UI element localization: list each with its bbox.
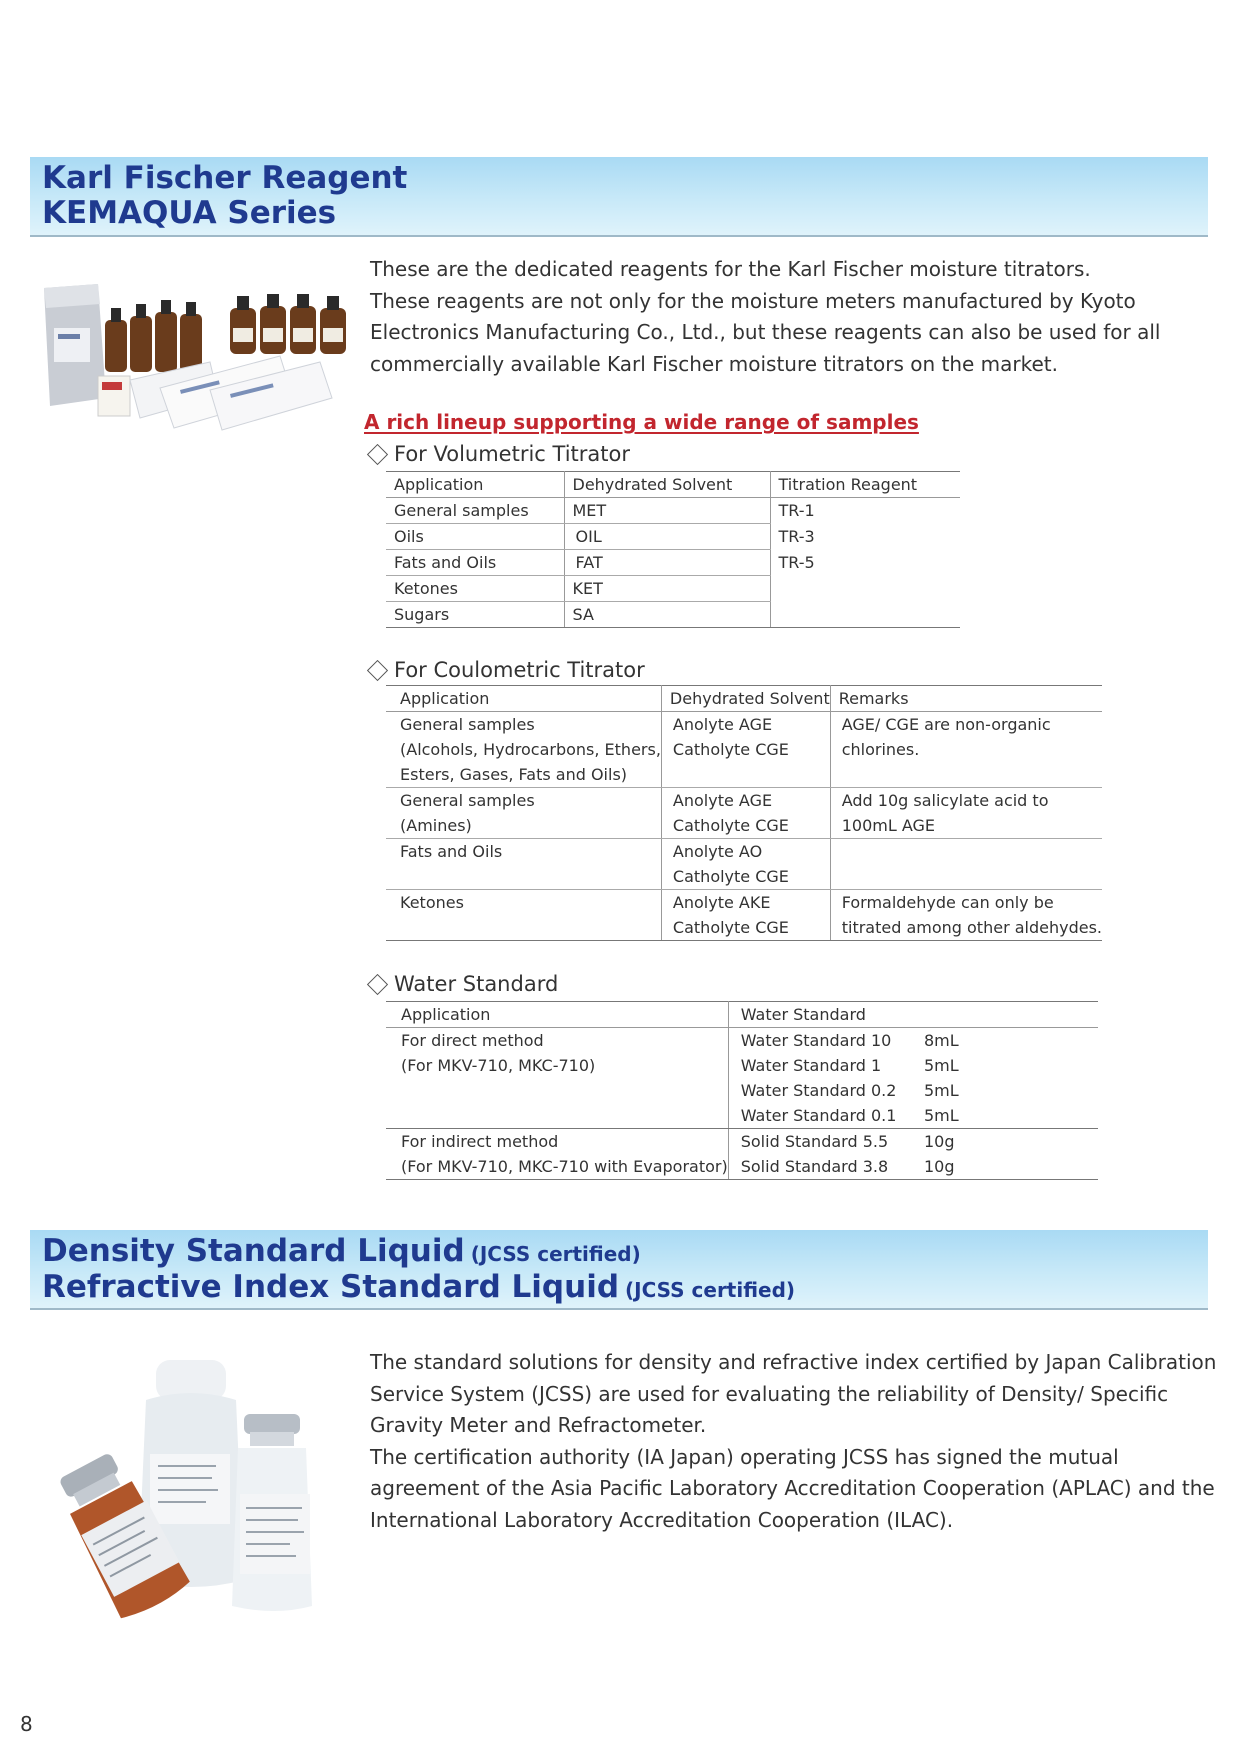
standard-liquid-description-line: The certification authority (IA Japan) operating JCSS has signed the mutual — [370, 1444, 1119, 1469]
reagent-product-photo — [40, 278, 350, 443]
column-header: Water Standard — [728, 1002, 1098, 1028]
standard-liquid-description-line: International Laboratory Accreditation Cooperation (ILAC). — [370, 1507, 954, 1532]
jcss-tag: (JCSS certified) — [470, 1242, 641, 1266]
table-cell: TR-5 — [778, 552, 815, 572]
table-cell: 5mL — [916, 1103, 1098, 1129]
cell-line: (Alcohols, Hydrocarbons, Ethers, — [400, 740, 661, 759]
cell-line: Catholyte CGE — [672, 740, 789, 759]
diamond-bullet-icon — [367, 443, 388, 464]
section-title-line2 — [42, 1269, 795, 1308]
section-banner-kf — [30, 157, 1208, 237]
table-cell: TR-3 — [778, 526, 815, 546]
table-cell: 5mL — [923, 1056, 959, 1075]
cell-line: AGE/ CGE are non-organic — [841, 715, 1051, 734]
water-standard-heading — [364, 970, 558, 998]
table-cell — [661, 839, 830, 890]
table-cell: Water Standard 0.2 — [740, 1081, 897, 1100]
table-cell — [386, 839, 661, 890]
cell-line: Catholyte CGE — [672, 918, 789, 937]
cell-line: 100mL AGE — [841, 816, 936, 835]
table-cell — [830, 839, 1102, 890]
table-row — [386, 788, 1102, 839]
standard-liquid-product-photo — [46, 1344, 336, 1624]
cell-line: Anolyte AGE — [672, 715, 773, 734]
table-cell: Water Standard 0.1 — [728, 1103, 916, 1129]
cell-line: Catholyte CGE — [672, 867, 789, 886]
jcss-tag: (JCSS certified) — [625, 1278, 796, 1302]
table-cell: 10g — [916, 1154, 1098, 1180]
table-cell — [661, 890, 830, 941]
table-cell: 10g — [923, 1132, 955, 1151]
table-cell: Water Standard 1 — [740, 1056, 882, 1075]
cell-line: General samples — [400, 715, 535, 734]
column-header: Dehydrated Solvent — [661, 686, 830, 712]
diamond-bullet-icon — [367, 973, 388, 994]
table-row — [386, 498, 960, 524]
standard-liquid-description — [370, 1347, 1216, 1536]
table-cell: TR-1 — [778, 501, 815, 520]
coulometric-heading-text: For Coulometric Titrator — [394, 658, 645, 682]
kf-description-line: These are the dedicated reagents for the Karl Fischer moisture titrators. — [370, 257, 1091, 281]
water-standard-heading-text: Water Standard — [394, 972, 559, 996]
table-cell — [386, 712, 661, 788]
table-cell: MET — [564, 498, 770, 524]
column-header: Dehydrated Solvent — [564, 472, 770, 498]
table-cell: Sugars — [386, 602, 564, 628]
section-title-line1: Karl Fischer Reagent — [42, 160, 408, 196]
cell-line: Anolyte AGE — [672, 791, 773, 810]
volumetric-heading — [364, 440, 630, 468]
cell-line: Anolyte AO — [672, 842, 763, 861]
kf-description-line: commercially available Karl Fischer moisture titrators on the market. — [370, 351, 1059, 376]
column-header: Remarks — [830, 686, 1102, 712]
table-cell — [386, 890, 661, 941]
cell-line: Catholyte CGE — [672, 816, 789, 835]
table-row — [386, 576, 960, 602]
coulometric-table — [386, 685, 1102, 941]
cell-line: Ketones — [400, 893, 464, 912]
cell-line: Fats and Oils — [400, 842, 503, 861]
column-header: Application — [386, 472, 564, 498]
table-cell: SA — [564, 602, 770, 628]
density-title: Density Standard Liquid — [42, 1233, 465, 1269]
table-cell — [830, 712, 1102, 788]
lineup-subtitle: A rich lineup supporting a wide range of samples — [364, 410, 919, 434]
standard-liquid-description-line: The standard solutions for density and refractive index certified by Japan Calibration — [370, 1350, 1217, 1374]
refractive-title: Refractive Index Standard Liquid — [42, 1269, 620, 1305]
cell-line: For direct method — [401, 1031, 544, 1050]
column-header: Titration Reagent — [770, 472, 960, 498]
cell-line: Esters, Gases, Fats and Oils) — [400, 765, 628, 784]
table-cell: Solid Standard 3.8 — [728, 1154, 916, 1180]
volumetric-heading-text: For Volumetric Titrator — [394, 442, 630, 466]
table-cell: KET — [564, 576, 770, 602]
cell-line: General samples — [400, 791, 535, 810]
table-cell — [386, 788, 661, 839]
standard-liquid-description-line: Gravity Meter and Refractometer. — [370, 1413, 707, 1437]
diamond-bullet-icon — [367, 659, 388, 680]
table-cell: Fats and Oils — [386, 550, 564, 576]
table-cell: Oils — [386, 524, 564, 550]
water-standard-table — [386, 1001, 1098, 1180]
coulometric-heading — [364, 656, 645, 684]
table-cell: Ketones — [386, 576, 564, 602]
table-cell: OIL — [564, 524, 770, 550]
table-cell: General samples — [386, 498, 564, 524]
table-row — [386, 524, 960, 550]
table-cell: FAT — [564, 550, 770, 576]
standard-liquid-description-line: Service System (JCSS) are used for evaluating the reliability of Density/ Specific — [370, 1381, 1169, 1406]
table-cell: Solid Standard 5.5 — [740, 1132, 889, 1151]
page-number: 8 — [20, 1712, 33, 1736]
table-header-row — [386, 1002, 1098, 1028]
cell-line: Formaldehyde can only be — [841, 893, 1054, 912]
column-header: Application — [386, 686, 661, 712]
table-cell: 5mL — [923, 1081, 959, 1100]
cell-line: Add 10g salicylate acid to — [841, 791, 1049, 810]
column-header: Application — [386, 1002, 728, 1028]
cell-line: titrated among other aldehydes. — [841, 918, 1103, 937]
table-cell — [386, 1028, 728, 1129]
table-row — [386, 839, 1102, 890]
table-cell — [661, 788, 830, 839]
table-header-row — [386, 686, 1102, 712]
section-banner-standard-liquid — [30, 1230, 1208, 1310]
table-header-row — [386, 472, 960, 498]
table-cell — [770, 602, 960, 628]
table-cell: Water Standard 10 — [740, 1031, 892, 1050]
cell-line: (For MKV-710, MKC-710) — [401, 1056, 596, 1075]
table-row — [386, 1129, 1098, 1155]
volumetric-table — [386, 471, 960, 628]
cell-line: Anolyte AKE — [672, 893, 771, 912]
section-title-line1 — [42, 1233, 641, 1272]
table-cell — [386, 1129, 728, 1180]
table-cell — [830, 890, 1102, 941]
table-cell — [661, 712, 830, 788]
table-cell — [830, 788, 1102, 839]
kf-description-line: Electronics Manufacturing Co., Ltd., but these reagents can also be used for all — [370, 320, 1161, 344]
cell-line: For indirect method — [401, 1132, 559, 1151]
table-row — [386, 550, 960, 576]
section-title-line2: KEMAQUA Series — [42, 195, 337, 231]
table-cell — [770, 576, 960, 602]
cell-line: chlorines. — [841, 740, 920, 759]
kf-description-line: These reagents are not only for the moisture meters manufactured by Kyoto — [370, 288, 1136, 313]
standard-liquid-description-line: agreement of the Asia Pacific Laboratory Accreditation Cooperation (APLAC) and the — [370, 1476, 1215, 1500]
table-row — [386, 602, 960, 628]
kf-description — [370, 254, 1160, 380]
table-row — [386, 712, 1102, 788]
cell-line: (Amines) — [400, 816, 472, 835]
cell-line: (For MKV-710, MKC-710 with Evaporator) — [401, 1157, 728, 1176]
table-cell: 8mL — [923, 1031, 959, 1050]
table-row — [386, 1028, 1098, 1054]
table-row — [386, 890, 1102, 941]
